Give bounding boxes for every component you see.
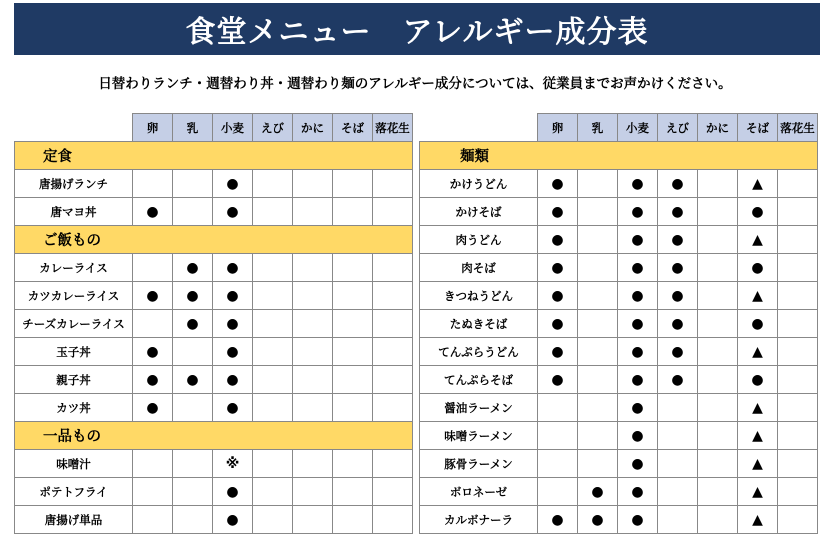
allergen-mark-cell: ●: [538, 282, 578, 310]
menu-item-name: 唐揚げ単品: [15, 506, 133, 534]
allergen-mark-cell: [698, 478, 738, 506]
allergen-mark-cell: [778, 198, 818, 226]
page-subtitle: 日替わりランチ・週替わり丼・週替わり麺のアレルギー成分については、従業員までお声かけください。: [98, 76, 732, 92]
menu-item-row: [15, 394, 413, 422]
allergen-mark-cell: [173, 198, 213, 226]
allergen-mark-cell: [253, 282, 293, 310]
allergen-mark-cell: [333, 394, 373, 422]
allergen-mark-cell: ●: [213, 282, 253, 310]
allergen-mark-cell: ●: [618, 282, 658, 310]
menu-item-name: きつねうどん: [420, 282, 538, 310]
allergen-mark-cell: [778, 394, 818, 422]
allergen-mark-cell: ●: [213, 478, 253, 506]
menu-item-name: 肉うどん: [420, 226, 538, 254]
allergen-mark-cell: [133, 310, 173, 338]
menu-item-row: [420, 254, 818, 282]
allergen-mark-cell: ●: [213, 506, 253, 534]
allergen-header: 小麦: [618, 114, 658, 142]
allergen-mark-cell: ●: [618, 478, 658, 506]
allergen-mark-cell: [373, 506, 413, 534]
allergen-header: 卵: [538, 114, 578, 142]
allergen-mark-cell: [293, 478, 333, 506]
section-row: [15, 226, 413, 254]
allergen-mark-cell: [658, 506, 698, 534]
allergen-mark-cell: ●: [658, 198, 698, 226]
allergen-mark-cell: ●: [213, 394, 253, 422]
allergen-mark-cell: [293, 450, 333, 478]
allergen-mark-cell: ●: [133, 338, 173, 366]
allergen-mark-cell: ●: [658, 226, 698, 254]
menu-item-name: 唐揚げランチ: [15, 170, 133, 198]
allergen-mark-cell: ●: [173, 310, 213, 338]
menu-item-name: たぬきそば: [420, 310, 538, 338]
allergen-mark-cell: ●: [538, 366, 578, 394]
allergen-mark-cell: ▲: [738, 170, 778, 198]
allergen-mark-cell: [333, 198, 373, 226]
allergen-mark-cell: ●: [213, 198, 253, 226]
allergen-mark-cell: ●: [213, 310, 253, 338]
allergen-mark-cell: [578, 310, 618, 338]
allergen-mark-cell: [253, 254, 293, 282]
allergen-mark-cell: [698, 282, 738, 310]
allergen-mark-cell: [333, 366, 373, 394]
allergen-mark-cell: [333, 170, 373, 198]
allergen-mark-cell: ●: [538, 310, 578, 338]
allergen-mark-cell: [173, 478, 213, 506]
menu-item-row: [420, 282, 818, 310]
allergen-mark-cell: [333, 338, 373, 366]
allergen-mark-cell: [133, 478, 173, 506]
allergen-mark-cell: ●: [133, 282, 173, 310]
menu-item-row: [15, 478, 413, 506]
allergen-mark-cell: [578, 450, 618, 478]
allergen-mark-cell: [658, 422, 698, 450]
allergen-mark-cell: ▲: [738, 422, 778, 450]
allergen-mark-cell: [538, 394, 578, 422]
allergen-mark-cell: [698, 254, 738, 282]
page-title: 食堂メニュー アレルギー成分表: [14, 3, 820, 55]
allergen-mark-cell: ●: [618, 450, 658, 478]
section-title: ご飯もの: [15, 226, 413, 254]
allergen-mark-cell: ●: [618, 170, 658, 198]
header-corner: [420, 114, 538, 142]
allergen-mark-cell: [698, 366, 738, 394]
allergen-mark-cell: [698, 198, 738, 226]
allergen-mark-cell: [333, 254, 373, 282]
menu-item-name: 唐マヨ丼: [15, 198, 133, 226]
allergen-mark-cell: [373, 338, 413, 366]
allergen-mark-cell: ●: [538, 338, 578, 366]
allergen-mark-cell: [253, 338, 293, 366]
menu-item-row: [15, 310, 413, 338]
menu-item-row: [15, 198, 413, 226]
menu-item-row: [15, 254, 413, 282]
allergen-mark-cell: ●: [213, 338, 253, 366]
menu-item-name: カツ丼: [15, 394, 133, 422]
allergen-header: 卵: [133, 114, 173, 142]
allergen-mark-cell: ●: [133, 394, 173, 422]
allergen-mark-cell: ●: [738, 366, 778, 394]
menu-item-row: [15, 282, 413, 310]
menu-item-row: [15, 170, 413, 198]
allergen-mark-cell: [578, 422, 618, 450]
allergen-mark-cell: ●: [618, 506, 658, 534]
menu-item-row: [420, 226, 818, 254]
allergen-mark-cell: [333, 282, 373, 310]
menu-item-name: カツカレーライス: [15, 282, 133, 310]
allergen-mark-cell: ●: [658, 310, 698, 338]
allergen-table-left: [14, 113, 413, 534]
menu-item-name: 味噌汁: [15, 450, 133, 478]
allergen-mark-cell: [538, 450, 578, 478]
allergen-mark-cell: [373, 254, 413, 282]
section-title: 麺類: [420, 142, 818, 170]
allergen-mark-cell: [253, 198, 293, 226]
allergen-mark-cell: [658, 478, 698, 506]
allergen-mark-cell: [293, 198, 333, 226]
allergen-mark-cell: [293, 506, 333, 534]
allergen-mark-cell: [173, 170, 213, 198]
allergen-mark-cell: [538, 422, 578, 450]
menu-item-name: 豚骨ラーメン: [420, 450, 538, 478]
allergen-mark-cell: [373, 450, 413, 478]
allergen-mark-cell: ●: [618, 394, 658, 422]
allergen-mark-cell: [173, 450, 213, 478]
allergen-header: そば: [738, 114, 778, 142]
allergen-mark-cell: ●: [578, 478, 618, 506]
allergen-mark-cell: [698, 338, 738, 366]
allergen-mark-cell: [293, 254, 333, 282]
allergen-mark-cell: [778, 282, 818, 310]
allergen-mark-cell: [293, 366, 333, 394]
allergen-mark-cell: [778, 422, 818, 450]
menu-item-row: [420, 506, 818, 534]
allergen-header: かに: [293, 114, 333, 142]
allergen-mark-cell: [173, 506, 213, 534]
allergen-mark-cell: [253, 366, 293, 394]
menu-item-row: [15, 506, 413, 534]
menu-item-row: [420, 422, 818, 450]
allergen-header: 乳: [173, 114, 213, 142]
allergen-mark-cell: ●: [173, 366, 213, 394]
menu-item-row: [15, 338, 413, 366]
section-row: [15, 422, 413, 450]
allergen-mark-cell: [578, 338, 618, 366]
menu-item-row: [420, 198, 818, 226]
allergen-mark-cell: [578, 198, 618, 226]
menu-item-row: [420, 366, 818, 394]
allergen-mark-cell: ●: [578, 506, 618, 534]
allergen-mark-cell: [293, 282, 333, 310]
allergen-mark-cell: [698, 450, 738, 478]
allergen-header: そば: [333, 114, 373, 142]
allergen-mark-cell: [253, 310, 293, 338]
allergen-mark-cell: ▲: [738, 506, 778, 534]
allergen-mark-cell: [658, 450, 698, 478]
allergen-mark-cell: [698, 310, 738, 338]
allergen-mark-cell: [698, 226, 738, 254]
allergen-mark-cell: ▲: [738, 478, 778, 506]
allergen-mark-cell: ▲: [738, 450, 778, 478]
section-row: [15, 142, 413, 170]
allergen-mark-cell: ●: [738, 310, 778, 338]
menu-item-row: [420, 170, 818, 198]
allergen-mark-cell: ●: [618, 338, 658, 366]
allergen-mark-cell: [578, 254, 618, 282]
allergen-header: 乳: [578, 114, 618, 142]
allergen-mark-cell: ●: [538, 254, 578, 282]
allergen-mark-cell: ●: [538, 506, 578, 534]
allergen-header: かに: [698, 114, 738, 142]
menu-item-name: カルボナーラ: [420, 506, 538, 534]
allergen-mark-cell: [133, 170, 173, 198]
menu-item-name: かけそば: [420, 198, 538, 226]
section-title: 定食: [15, 142, 413, 170]
allergen-mark-cell: ▲: [738, 394, 778, 422]
allergen-mark-cell: ●: [738, 254, 778, 282]
allergen-mark-cell: ●: [213, 366, 253, 394]
allergen-mark-cell: [578, 366, 618, 394]
allergen-mark-cell: [133, 450, 173, 478]
header-corner: [15, 114, 133, 142]
menu-item-row: [420, 338, 818, 366]
allergen-mark-cell: [133, 506, 173, 534]
allergen-mark-cell: ●: [658, 338, 698, 366]
allergen-mark-cell: [373, 310, 413, 338]
allergen-mark-cell: [698, 394, 738, 422]
allergen-mark-cell: [333, 450, 373, 478]
menu-item-name: てんぷらうどん: [420, 338, 538, 366]
menu-item-name: 醤油ラーメン: [420, 394, 538, 422]
allergen-mark-cell: [578, 394, 618, 422]
allergen-header: えび: [253, 114, 293, 142]
allergen-mark-cell: ●: [618, 254, 658, 282]
allergen-mark-cell: [698, 170, 738, 198]
allergen-mark-cell: ●: [538, 198, 578, 226]
menu-item-name: チーズカレーライス: [15, 310, 133, 338]
allergen-mark-cell: [293, 338, 333, 366]
allergen-mark-cell: ▲: [738, 282, 778, 310]
allergen-mark-cell: [373, 366, 413, 394]
allergen-mark-cell: [293, 170, 333, 198]
menu-item-row: [420, 450, 818, 478]
menu-item-row: [420, 394, 818, 422]
allergen-mark-cell: ●: [173, 254, 213, 282]
menu-item-name: ボロネーゼ: [420, 478, 538, 506]
allergen-mark-cell: [333, 478, 373, 506]
menu-item-row: [420, 478, 818, 506]
allergen-mark-cell: ●: [133, 366, 173, 394]
allergen-mark-cell: ●: [618, 422, 658, 450]
allergen-mark-cell: [253, 478, 293, 506]
allergen-mark-cell: [578, 282, 618, 310]
allergen-mark-cell: [373, 478, 413, 506]
allergen-mark-cell: ●: [738, 198, 778, 226]
allergen-mark-cell: [778, 310, 818, 338]
allergen-mark-cell: [778, 226, 818, 254]
allergen-mark-cell: ●: [213, 254, 253, 282]
menu-item-name: カレーライス: [15, 254, 133, 282]
allergen-mark-cell: [293, 394, 333, 422]
allergen-header-row: [15, 114, 413, 142]
allergen-mark-cell: [373, 198, 413, 226]
allergen-mark-cell: [578, 226, 618, 254]
menu-item-name: 玉子丼: [15, 338, 133, 366]
allergen-mark-cell: ●: [133, 198, 173, 226]
menu-item-row: [15, 366, 413, 394]
allergen-mark-cell: [538, 478, 578, 506]
allergen-mark-cell: [373, 394, 413, 422]
allergen-mark-cell: ●: [658, 366, 698, 394]
allergen-mark-cell: [778, 366, 818, 394]
allergen-mark-cell: [778, 478, 818, 506]
allergen-mark-cell: ●: [658, 170, 698, 198]
allergen-mark-cell: [293, 310, 333, 338]
allergen-header: 落花生: [373, 114, 413, 142]
allergen-mark-cell: [658, 394, 698, 422]
menu-item-row: [420, 310, 818, 338]
allergen-mark-cell: ●: [618, 366, 658, 394]
allergen-mark-cell: [253, 450, 293, 478]
allergen-mark-cell: ●: [658, 282, 698, 310]
allergen-mark-cell: ●: [538, 226, 578, 254]
allergen-mark-cell: [253, 394, 293, 422]
allergen-mark-cell: [778, 506, 818, 534]
allergen-mark-cell: [173, 394, 213, 422]
allergen-mark-cell: [133, 254, 173, 282]
allergen-mark-cell: [698, 422, 738, 450]
allergen-mark-cell: [578, 170, 618, 198]
allergen-mark-cell: [778, 338, 818, 366]
allergen-mark-cell: ▲: [738, 226, 778, 254]
allergen-mark-cell: ●: [618, 198, 658, 226]
allergen-header: えび: [658, 114, 698, 142]
allergen-mark-cell: ▲: [738, 338, 778, 366]
allergen-mark-cell: [373, 170, 413, 198]
allergen-mark-cell: ●: [618, 226, 658, 254]
menu-item-name: てんぷらそば: [420, 366, 538, 394]
allergen-header: 小麦: [213, 114, 253, 142]
allergen-mark-cell: ●: [658, 254, 698, 282]
menu-item-name: 肉そば: [420, 254, 538, 282]
allergen-table-right: [419, 113, 818, 534]
allergen-mark-cell: [173, 338, 213, 366]
allergen-mark-cell: ●: [618, 310, 658, 338]
menu-item-name: 味噌ラーメン: [420, 422, 538, 450]
allergen-mark-cell: ●: [213, 170, 253, 198]
allergen-mark-cell: [253, 506, 293, 534]
allergen-mark-cell: [778, 254, 818, 282]
allergen-mark-cell: ●: [173, 282, 213, 310]
allergen-mark-cell: [698, 506, 738, 534]
allergen-mark-cell: ●: [538, 170, 578, 198]
menu-item-name: 親子丼: [15, 366, 133, 394]
allergen-mark-cell: [778, 170, 818, 198]
allergen-header-row: [420, 114, 818, 142]
allergen-mark-cell: [373, 282, 413, 310]
menu-item-name: かけうどん: [420, 170, 538, 198]
allergen-mark-cell: ※: [213, 450, 253, 478]
allergen-mark-cell: [333, 506, 373, 534]
menu-item-row: [15, 450, 413, 478]
allergen-header: 落花生: [778, 114, 818, 142]
section-title: 一品もの: [15, 422, 413, 450]
menu-item-name: ポテトフライ: [15, 478, 133, 506]
allergen-mark-cell: [778, 450, 818, 478]
section-row: [420, 142, 818, 170]
allergen-mark-cell: [333, 310, 373, 338]
allergen-mark-cell: [253, 170, 293, 198]
